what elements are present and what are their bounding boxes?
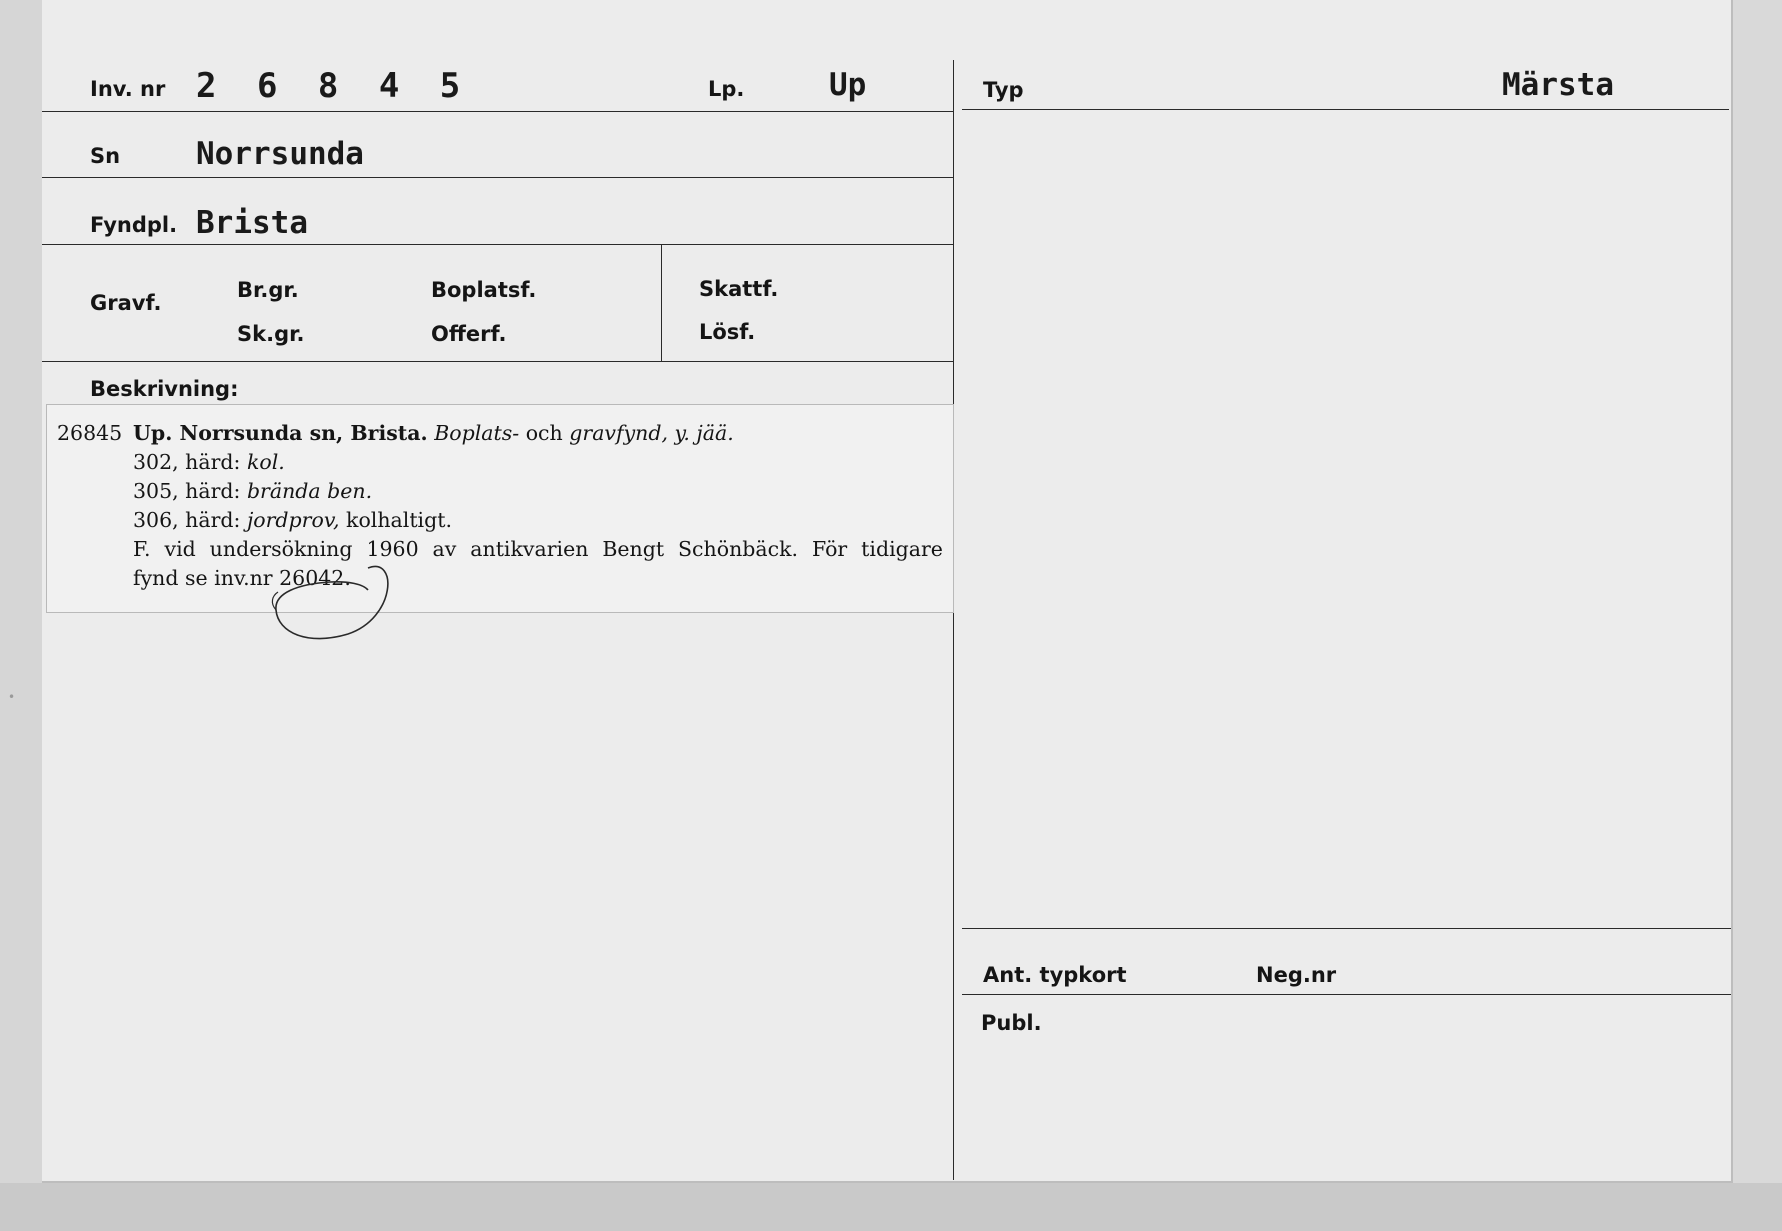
slip-word: vid	[164, 537, 196, 561]
slip-302-material: kol.	[246, 450, 285, 474]
rule-sn-row	[42, 177, 954, 178]
rule-grav-row	[42, 361, 954, 362]
typ-value: Märsta	[1502, 67, 1614, 103]
description-text	[57, 419, 943, 593]
slip-line-305	[57, 477, 943, 506]
slip-line-excavation	[57, 535, 943, 564]
slip-line-302	[57, 448, 943, 477]
publ-label: Publ.	[981, 1011, 1042, 1035]
slip-reference-text: fynd se inv.nr 26042.	[133, 566, 351, 590]
rule-typ-row	[962, 109, 1729, 110]
slip-heading-line	[57, 419, 943, 448]
slip-inv-number: 26845	[57, 421, 123, 445]
skattf-label: Skattf.	[699, 277, 779, 301]
inv-nr-value: 2 6 8 4 5	[196, 66, 471, 106]
slip-305-material: brända ben.	[246, 479, 373, 503]
brgr-label: Br.gr.	[237, 278, 299, 302]
rule-fyndpl-row	[42, 244, 954, 245]
fyndpl-label: Fyndpl.	[90, 213, 178, 237]
rule-ant-bottom	[962, 994, 1731, 995]
beskrivning-label: Beskrivning:	[90, 377, 239, 401]
losf-label: Lösf.	[699, 320, 756, 344]
ant-typkort-label: Ant. typkort	[983, 963, 1127, 987]
slip-305-text: 305, härd:	[133, 479, 247, 503]
slip-line-reference	[57, 564, 943, 593]
description-slip	[46, 404, 954, 613]
slip-word: 1960	[366, 537, 419, 561]
inv-nr-label: Inv. nr	[90, 77, 166, 101]
lp-value: Up	[829, 67, 867, 103]
slip-306-material: jordprov,	[246, 508, 340, 532]
sn-value: Norrsunda	[196, 136, 364, 172]
scan-speck: •	[8, 690, 16, 704]
sn-label: Sn	[90, 144, 121, 168]
slip-word: antikvarien	[470, 537, 589, 561]
slip-word: F.	[133, 537, 151, 561]
slip-line-306	[57, 506, 943, 535]
scan-background-bottom	[0, 1183, 1782, 1231]
slip-heading-och: och	[519, 421, 570, 445]
slip-306-note: kolhaltigt.	[339, 508, 452, 532]
slip-word: Schönbäck.	[678, 537, 799, 561]
find-type-divider	[661, 244, 662, 361]
slip-word: tidigare	[861, 537, 943, 561]
slip-word: av	[432, 537, 457, 561]
gravf-label: Gravf.	[90, 291, 162, 315]
slip-word: Bengt	[602, 537, 665, 561]
slip-306-text: 306, härd:	[133, 508, 247, 532]
rule-ant-top	[962, 928, 1731, 929]
neg-nr-label: Neg.nr	[1256, 963, 1337, 987]
center-divider	[953, 60, 954, 1180]
rule-inv-row	[42, 111, 954, 112]
scan-background-right	[1733, 0, 1782, 1183]
slip-heading-type1: Boplats-	[434, 421, 520, 445]
slip-word: För	[811, 537, 848, 561]
slip-word: undersökning	[209, 537, 353, 561]
offerf-label: Offerf.	[431, 322, 507, 346]
slip-heading-place: Up. Norrsunda sn, Brista.	[133, 421, 428, 445]
lp-label: Lp.	[708, 77, 745, 101]
boplatsf-label: Boplatsf.	[431, 278, 537, 302]
skgr-label: Sk.gr.	[237, 322, 305, 346]
slip-302-text: 302, härd:	[133, 450, 247, 474]
slip-heading-type2: gravfynd, y. jää.	[569, 421, 734, 445]
typ-label: Typ	[983, 78, 1024, 102]
fyndpl-value: Brista	[196, 205, 308, 241]
